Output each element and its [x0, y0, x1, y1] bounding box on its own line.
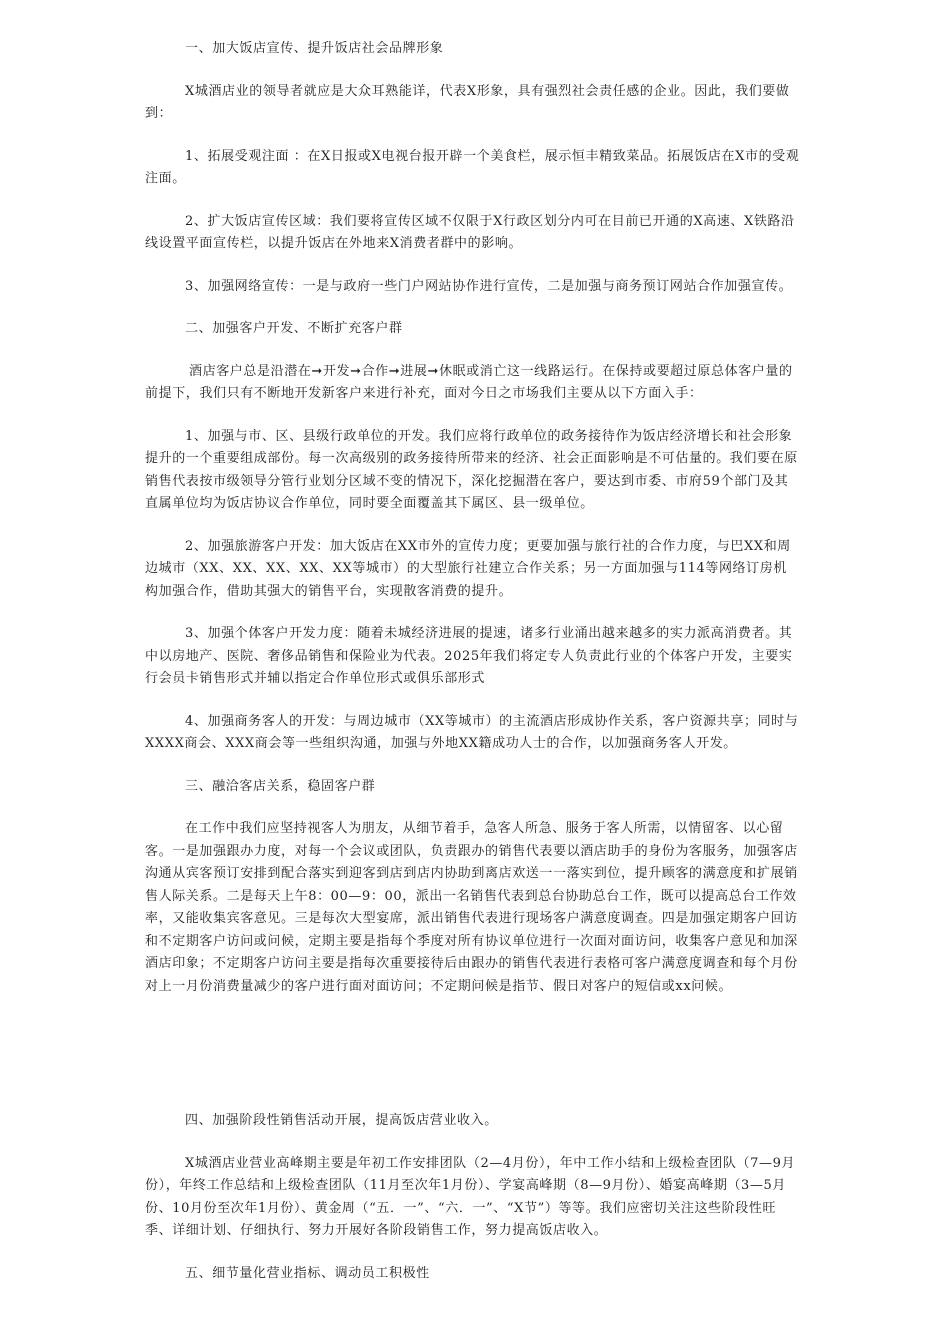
paragraph: 1、加强与市、区、县级行政单位的开发。我们应将行政单位的政务接待作为饭店经济增长和社会形象提升的一个重要组成部份。每一次高级别的政务接待所带来的经济、社会正面影响是不可估量的。我们要在原销售代表按市级领导分管行业划分区域不变的情况下，深化挖掘潜在客户，要达到市委、市府59个部门及其直属单位均为饭店协议合作单位，同时要全面覆盖其下属区、县一级单位。 — [145, 428, 798, 511]
blank-space — [145, 1018, 800, 1110]
paragraph: 2、加强旅游客户开发：加大饭店在XX市外的宣传力度；更要加强与旅行社的合作力度，与巴XX和周边城市（XX、XX、XX、XX、XX等城市）的大型旅行社建立合作关系；另一方面加强与114等网络订房机构加强合作，借助其强大的销售平台，实现散客消费的提升。 — [145, 538, 791, 599]
paragraph: X城酒店业营业高峰期主要是年初工作安排团队（2—4月份），年中工作小结和上级检查团队（7—9月份），年终工作总结和上级检查团队（11月至次年1月份）、学宴高峰期（8—9月份）、婚宴高峰期（3—5月份、10月份至次年1月份）、黄金周（“五．一”、“六．一”、“X节”）等等。我们应密切关注这些阶段性旺季、详细计划、仔细执行、努力开展好各阶段销售工作，努力提高饭店收入。 — [145, 1155, 796, 1238]
paragraph: 4、加强商务客人的开发：与周边城市（XX等城市）的主流酒店形成协作关系，客户资源共享；同时与XXXX商会、XXX商会等一些组织沟通，加强与外地XX籍成功人士的合作，以加强商务客人开发。 — [145, 713, 799, 751]
paragraph: 酒店客户总是沿潜在➞开发➞合作➞进展➞休眠或消亡这一线路运行。在保持或要超过原总体客户量的前提下，我们只有不断地开发新客户来进行补充，面对今日之市场我们主要从以下方面入手： — [145, 363, 793, 401]
paragraph: X城酒店业的领导者就应是大众耳熟能详，代表X形象，具有强烈社会责任感的企业。因此，我们要做到： — [145, 83, 790, 121]
section-heading: 三、融洽客店关系，稳固客户群 — [185, 778, 376, 794]
paragraph: 3、加强个体客户开发力度：随着未城经济进展的提速，诸多行业涌出越来越多的实力派高消费者。其中以房地产、医院、奢侈品销售和保险业为代表。2025年我们将定专人负责此行业的个体客户开发，主要实行会员卡销售形式并辅以指定合作单位形式或俱乐部形式 — [145, 626, 793, 686]
section-1 — [145, 38, 800, 298]
section-4 — [145, 1110, 800, 1243]
paragraph: 2、扩大饭店宣传区域：我们要将宣传区域不仅限于X行政区划分内可在目前已开通的X高速、X铁路沿线设置平面宣传栏，以提升饭店在外地来X消费者群中的影响。 — [145, 213, 795, 251]
section-heading: 五、细节量化营业指标、调动员工积极性 — [185, 1265, 430, 1281]
section-5 — [145, 1263, 800, 1286]
section-2 — [145, 318, 800, 756]
section-3 — [145, 776, 800, 999]
section-heading: 二、加强客户开发、不断扩充客户群 — [185, 321, 403, 336]
paragraph: 3、加强网络宣传：一是与政府一些门户网站协作进行宣传，二是加强与商务预订网站合作加强宣传。 — [185, 278, 793, 294]
paragraph: 1、拓展受观注面 ：在X日报或X电视台报开辟一个美食栏，展示恒丰精致菜品。拓展饭店在X市的受观注面。 — [145, 148, 800, 186]
section-heading: 四、加强阶段性销售活动开展，提高饭店营业收入。 — [185, 1113, 498, 1128]
section-heading: 一、加大饭店宣传、提升饭店社会品牌形象 — [185, 41, 444, 56]
paragraph: 在工作中我们应坚持视客人为朋友，从细节着手，急客人所急、服务于客人所需，以情留客、以心留客。一是加强跟办力度，对每一个会议或团队，负责跟办的销售代表要以酒店助手的身份为客服务，加强客店沟通从宾客预订安排到配合落实到迎客到店到店内协助到离店欢送一一落实到位，提升顾客的满意度和扩展销售人际关系。二是每天上午8：00—9：00，派出一名销售代表到总台协助总台工作，既可以提高总台工作效率，又能收集宾客意见。三是每次大型宴席，派出销售代表进行现场客户满意度调查。四是加强定期客户回访和不定期客户访问或问候，定期主要是指每个季度对所有协议单位进行一次面对面访问，收集客户意见和加深酒店印象；不定期客户访问主要是指每次重要接待后由跟办的销售代表进行表格可客户满意度调查和每个月份对上一月份消费量减少的客户进行面对面访问；不定期问候是指节、假日对客户的短信或xx问候。 — [145, 821, 798, 994]
